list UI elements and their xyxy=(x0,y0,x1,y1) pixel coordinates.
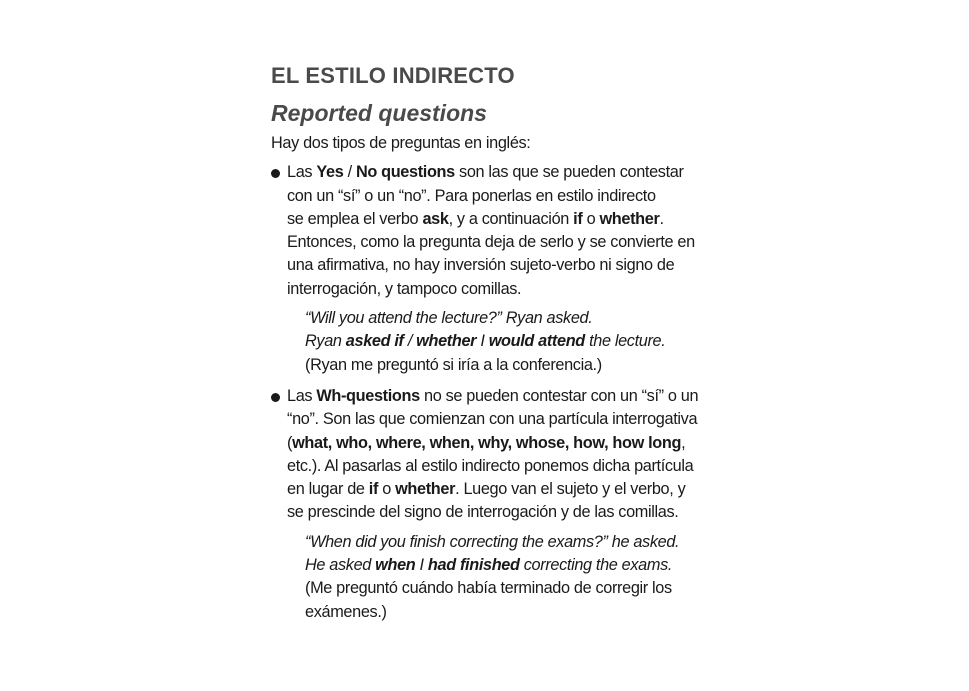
bullet-icon xyxy=(271,393,280,402)
document-page xyxy=(271,60,741,624)
example-translation: exámenes.) xyxy=(305,602,387,621)
example-direct: “When did you finish correcting the exams?” he asked. xyxy=(305,532,680,551)
list-item-wh-questions xyxy=(271,385,741,624)
paragraph-line: se prescinde del signo de interrogación y de las comillas. xyxy=(287,503,679,522)
example-reported: He asked when I had finished correcting the exams. xyxy=(305,556,673,575)
example-translation: (Ryan me preguntó si iría a la conferencia.) xyxy=(305,355,602,374)
paragraph-line: Las Wh-questions no se pueden contestar con un “sí” o un xyxy=(287,386,699,405)
paragraph-line: etc.). Al pasarlas al estilo indirecto ponemos dicha partícula xyxy=(287,456,694,475)
paragraph-line: interrogación, y tampoco comillas. xyxy=(287,279,522,298)
bullet-icon xyxy=(271,169,280,178)
example-translation: (Me preguntó cuándo había terminado de corregir los xyxy=(305,579,672,598)
section-subtitle: Reported questions xyxy=(271,100,487,126)
paragraph-line: una afirmativa, no hay inversión sujeto-verbo ni signo de xyxy=(287,256,675,275)
paragraph-line: con un “sí” o un “no”. Para ponerlas en estilo indirecto xyxy=(287,186,656,205)
intro-text: Hay dos tipos de preguntas en inglés: xyxy=(271,134,531,152)
paragraph-line: se emplea el verbo ask, y a continuación if o whether. xyxy=(287,209,664,228)
paragraph-line: (what, who, where, when, why, whose, how, how long, xyxy=(287,433,686,452)
example-block xyxy=(287,307,741,377)
paragraph-line: “no”. Son las que comienzan con una partícula interrogativa xyxy=(287,410,698,429)
paragraph-line: Las Yes / No questions son las que se pueden contestar xyxy=(287,163,684,182)
example-direct: “Will you attend the lecture?” Ryan asked. xyxy=(305,309,593,328)
example-reported: Ryan asked if / whether I would attend the lecture. xyxy=(305,332,666,351)
paragraph-line: en lugar de if o whether. Luego van el sujeto y el verbo, y xyxy=(287,480,686,499)
list-item-yes-no-questions xyxy=(271,161,741,377)
paragraph-line: Entonces, como la pregunta deja de serlo y se convierte en xyxy=(287,233,695,252)
page-title: EL ESTILO INDIRECTO xyxy=(271,63,515,88)
example-block xyxy=(287,531,741,624)
